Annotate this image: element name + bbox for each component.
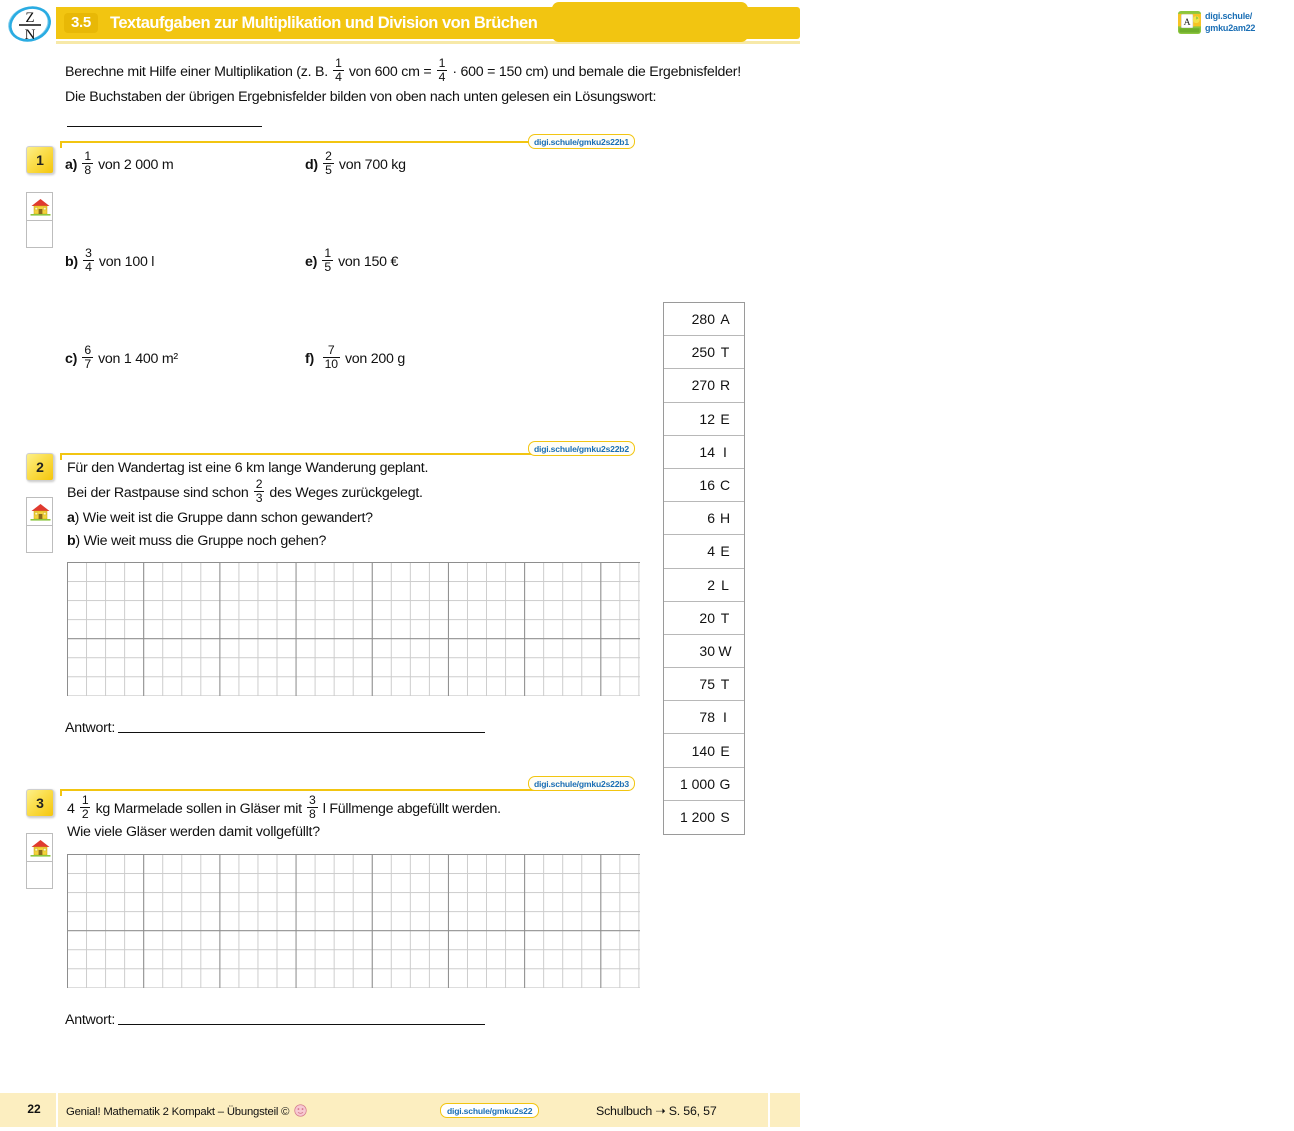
intro-instructions (65, 57, 765, 135)
exercise-2-homework-box[interactable] (26, 497, 53, 553)
fraction-denominator: 8 (309, 806, 316, 821)
item-text: von 2 000 m (98, 156, 174, 173)
line-2-fraction (254, 478, 265, 505)
fraction-denominator: 5 (325, 162, 332, 177)
solution-word-blank[interactable] (67, 113, 262, 127)
fraction-denominator: 4 (438, 69, 446, 84)
exercise-2-number-badge: 2 (26, 453, 54, 481)
answer-letter: I (723, 443, 727, 460)
publisher-mark-icon (294, 1104, 307, 1117)
exercise-1-number-badge: 1 (26, 146, 54, 174)
online-line-2: Beispiele (1112, 23, 1169, 38)
item-fraction (82, 150, 93, 177)
answer-value: 20 (699, 609, 715, 626)
item-fraction (323, 150, 334, 177)
fraction-denominator: 8 (84, 162, 91, 177)
item-fraction (323, 344, 340, 371)
answer-value: 280 (691, 311, 715, 328)
fraction-numerator: 2 (255, 477, 263, 491)
exercise-3-answer-line (65, 1010, 485, 1030)
page-title: Textaufgaben zur Multiplikation und Division von Brüchen (110, 14, 538, 32)
sub-label: a (67, 510, 75, 526)
zn-logo-icon (6, 4, 54, 44)
answer-value: 75 (699, 676, 715, 693)
exercise-2-digi-tag[interactable]: digi.schule/gmku2s22b2 (528, 441, 635, 456)
answer-field[interactable] (664, 436, 744, 469)
exercise-1-digi-tag[interactable]: digi.schule/gmku2s22b1 (528, 134, 635, 149)
item-label: b) (65, 253, 78, 270)
answer-value: 140 (691, 742, 715, 759)
fraction-denominator: 4 (85, 259, 92, 274)
answer-field[interactable] (664, 336, 744, 369)
sub-text: ) Wie weit muss die Gruppe noch gehen? (75, 533, 327, 549)
fraction-denominator: 2 (81, 806, 89, 821)
fraction-numerator: 1 (84, 149, 91, 163)
homework-box-divider (27, 220, 52, 221)
online-examples-label (1112, 7, 1174, 39)
answer-field[interactable] (664, 602, 744, 635)
exercise-1-homework-box[interactable] (26, 192, 53, 248)
svg-text:Z: Z (25, 10, 35, 26)
house-icon (30, 838, 51, 857)
fraction-numerator: 3 (309, 793, 316, 807)
exercise-2-work-grid[interactable] (67, 562, 640, 696)
answer-field[interactable] (664, 502, 744, 535)
item-fraction (83, 247, 94, 274)
answer-value: 78 (699, 709, 715, 726)
online-examples-button[interactable] (552, 2, 1256, 42)
fraction-numerator: 7 (327, 343, 335, 357)
digi-schule-chip[interactable] (1174, 8, 1294, 37)
answer-letter: A (720, 311, 730, 328)
intro-fraction-one-quarter-a (333, 57, 344, 84)
answer-field[interactable] (664, 635, 744, 668)
answer-label: Antwort: (65, 1012, 116, 1028)
fraction-numerator: 1 (81, 793, 89, 807)
line-2-pre: Bei der Rastpause sind schon (67, 484, 253, 501)
answer-field[interactable] (664, 569, 744, 602)
answer-value: 14 (699, 443, 715, 460)
exercise-1-item-f (305, 344, 405, 371)
answer-letter: E (720, 410, 730, 427)
exercise-1-item-a (65, 150, 173, 177)
digi-schule-chip-text (1205, 11, 1255, 34)
page-header (0, 0, 1256, 46)
answer-letter: T (720, 344, 730, 361)
exercise-2-answer-line (65, 718, 485, 738)
answer-field[interactable] (664, 768, 744, 801)
item-fraction (322, 247, 333, 274)
sub-text: ) Wie weit ist die Gruppe dann schon gewandert? (74, 510, 373, 526)
line-1-mid: kg Marmelade sollen in Gläser mit (91, 800, 306, 817)
footer-imprint-text: Genial! Mathematik 2 Kompakt – Übungsteil © (66, 1106, 290, 1118)
line-2-post: des Weges zurückgelegt. (265, 484, 423, 501)
line-1-post: l Füllmenge abgefüllt werden. (319, 800, 501, 817)
answer-field[interactable] (664, 535, 744, 568)
exercise-3-homework-box[interactable] (26, 833, 53, 889)
item-label: e) (305, 253, 318, 270)
exercise-3-number-badge: 3 (26, 789, 54, 817)
exercise-3-rule-cap (60, 789, 62, 796)
answer-value: 2 (707, 576, 715, 593)
answer-value: 16 (699, 477, 715, 494)
section-number-badge: 3.5 (64, 13, 98, 33)
fraction-denominator: 7 (84, 356, 91, 371)
answer-letter: R (719, 377, 731, 394)
answer-letter: T (720, 676, 730, 693)
answer-letter: W (718, 642, 732, 659)
exercise-3-line-2: Wie viele Gläser werden damit vollgefüllt? (67, 824, 320, 840)
intro-fraction-one-quarter-b (437, 57, 448, 84)
exercise-3-rule (60, 789, 584, 791)
answer-value: 270 (691, 377, 715, 394)
fraction-numerator: 1 (438, 56, 446, 70)
exercise-2-sub-b (67, 529, 326, 553)
online-line-1: online – (1112, 7, 1161, 22)
homework-box-divider (27, 861, 52, 862)
footer-divider-left (56, 1093, 58, 1127)
answer-letter: C (719, 477, 731, 494)
fraction-numerator: 3 (85, 246, 92, 260)
answer-field[interactable] (664, 734, 744, 767)
answer-label: Antwort: (65, 720, 116, 736)
answer-field[interactable] (664, 303, 744, 336)
answer-value: 1 000 (679, 775, 715, 792)
exercise-1-rule-cap (60, 141, 62, 148)
exercise-1-item-b (65, 247, 154, 274)
answer-letter: I (723, 709, 727, 726)
homework-box-divider (27, 525, 52, 526)
item-text: von 200 g (344, 350, 406, 367)
answer-field[interactable] (664, 668, 744, 701)
answer-value: 4 (707, 543, 715, 560)
answer-letter: T (720, 609, 730, 626)
item-text: von 1 400 m² (98, 350, 178, 367)
intro-part-3: · 600 = 150 cm) und bemale die Ergebnisfelder! Die Buchstaben der übrigen Ergebnisfelder bilden von oben nach unten gelesen ein Lösungswort: (65, 63, 741, 105)
item-label: d) (305, 156, 318, 173)
exercise-2-sub-a (67, 506, 373, 530)
answer-field[interactable] (664, 369, 744, 402)
line-1-fraction-b (307, 794, 318, 821)
fraction-numerator: 1 (324, 246, 331, 260)
exercise-3-line-1 (67, 794, 501, 821)
line-1-fraction-a (80, 794, 91, 821)
answer-value: 12 (699, 410, 715, 427)
exercise-1-rule (60, 141, 584, 143)
item-text: von 700 kg (338, 156, 406, 173)
fraction-denominator: 3 (255, 490, 263, 505)
house-icon (30, 197, 51, 216)
svg-text:A: A (1183, 16, 1191, 28)
exercise-1-item-d (305, 150, 406, 177)
digi-schule-app-icon (1178, 11, 1201, 34)
exercise-2-rule-cap (60, 453, 62, 460)
answer-letter: S (720, 809, 730, 826)
exercise-3-work-grid[interactable] (67, 854, 640, 988)
item-label: f) (305, 350, 314, 367)
exercise-1-item-e (305, 247, 398, 274)
item-label: c) (65, 350, 78, 367)
fraction-denominator: 10 (324, 356, 338, 371)
fraction-denominator: 5 (324, 259, 331, 274)
answer-letter: G (719, 775, 731, 792)
answer-value: 30 (699, 642, 715, 659)
item-label: a) (65, 156, 78, 173)
answer-value: 1 200 (679, 809, 715, 826)
fraction-denominator: 4 (335, 69, 342, 84)
answer-value: 6 (707, 510, 715, 527)
exercise-2-line-2 (67, 478, 423, 505)
answer-letter: L (721, 576, 729, 593)
line-1-pre: 4 (67, 800, 79, 817)
item-text: von 100 l (98, 253, 155, 270)
house-icon (30, 502, 51, 521)
sub-label: b (67, 533, 76, 549)
answer-letter: E (720, 742, 730, 759)
exercise-3-digi-tag[interactable]: digi.schule/gmku2s22b3 (528, 776, 635, 791)
answer-blank[interactable] (118, 1012, 485, 1025)
fraction-numerator: 2 (325, 149, 332, 163)
answer-blank[interactable] (118, 720, 485, 733)
intro-part-1: Berechne mit Hilfe einer Multiplikation (z. B. (65, 63, 332, 80)
exercise-1-item-c (65, 344, 178, 371)
chip-line-1: digi.schule/ (1205, 11, 1253, 21)
exercise-2-rule (60, 453, 584, 455)
footer-divider-right (768, 1093, 770, 1127)
item-text: von 150 € (338, 253, 399, 270)
svg-text:N: N (24, 27, 36, 43)
exercise-2-line-1: Für den Wandertag ist eine 6 km lange Wanderung geplant. (67, 460, 429, 476)
page-number: 22 (27, 1102, 41, 1116)
fraction-numerator: 1 (335, 56, 342, 70)
footer-schulbuch-reference: Schulbuch ➝ S. 56, 57 (596, 1104, 717, 1118)
footer-digi-tag[interactable]: digi.schule/gmku2s22 (440, 1103, 539, 1118)
intro-part-2: von 600 cm = (345, 63, 436, 80)
answer-field[interactable] (664, 403, 744, 436)
answer-value: 250 (691, 344, 715, 361)
footer-imprint (66, 1104, 307, 1118)
item-fraction (82, 344, 93, 371)
answer-letter: E (720, 543, 730, 560)
chip-line-2: gmku2am22 (1205, 22, 1256, 33)
answer-letter: H (719, 510, 731, 527)
answer-field[interactable] (664, 469, 744, 502)
answer-fields-column (663, 302, 745, 835)
answer-field[interactable] (664, 701, 744, 734)
answer-field[interactable] (664, 801, 744, 834)
fraction-numerator: 6 (84, 343, 91, 357)
